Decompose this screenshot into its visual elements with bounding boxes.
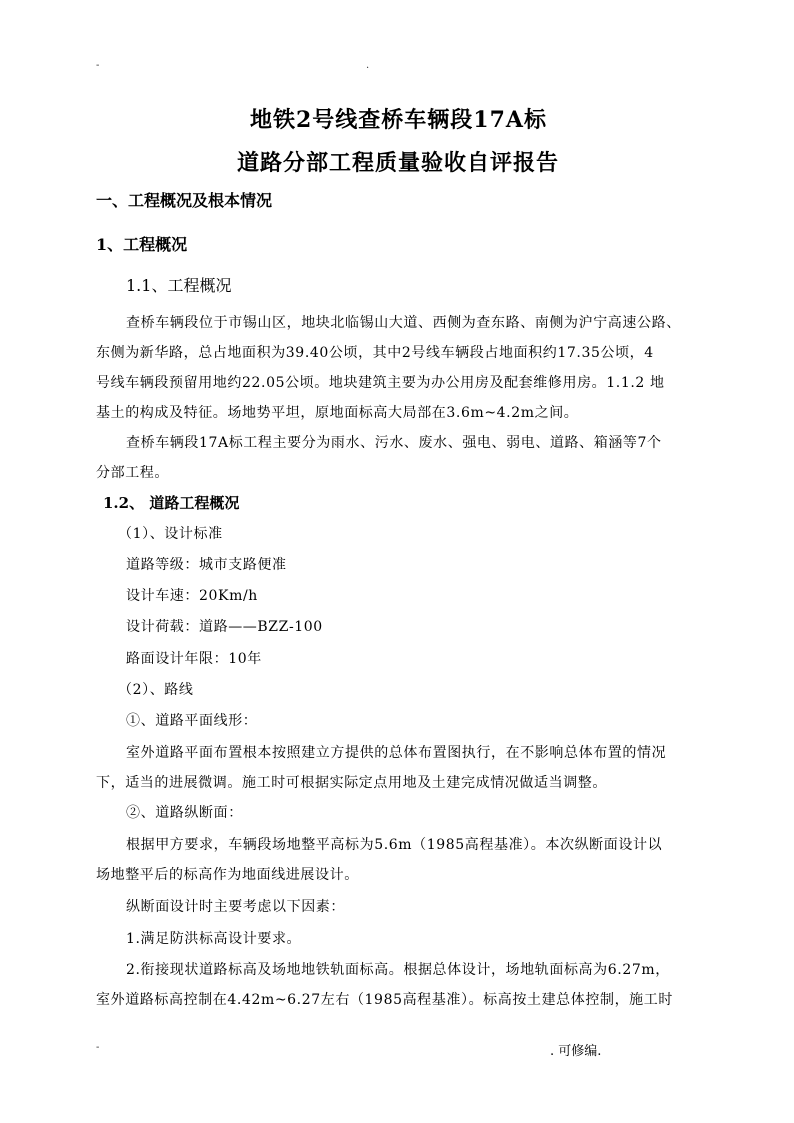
document-title-line1: 地铁2号线查桥车辆段17A标	[250, 107, 547, 133]
design-load: 设计荷载：道路——BZZ-100	[126, 619, 323, 635]
factor-item: 1.满足防洪标高设计要求。	[126, 931, 302, 947]
paragraph-line: 查桥车辆段位于市锡山区，地块北临锡山大道、西侧为查东路、南侧为沪宁高速公路、	[126, 315, 681, 331]
design-standard-heading: （1）、设计标准	[118, 526, 223, 542]
plane-alignment-heading: ①、道路平面线形：	[126, 713, 258, 729]
paragraph-line: 室外道路标高控制在4.42m~6.27左右（1985高程基准）。标高按土建总体控制，施工时	[96, 992, 673, 1008]
document-title-line2: 道路分部工程质量验收自评报告	[237, 150, 560, 176]
paragraph-line: 基土的构成及特征。场地势平坦，原地面标高大局部在3.6m~4.2m之间。	[96, 405, 579, 421]
paragraph-line: 分部工程。	[96, 465, 169, 481]
header-left-mark: -	[96, 60, 100, 71]
header-right-mark: .	[366, 60, 370, 71]
paragraph-line: 根据甲方要求，车辆段场地整平高标为5.6m（1985高程基准）。本次纵断面设计以	[126, 837, 663, 853]
section-heading-overview: 一、工程概况及根本情况	[96, 191, 273, 210]
paragraph-line: 下，适当的进展微调。施工时可根据实际定点用地及土建完成情况做适当调整。	[96, 775, 607, 791]
paragraph-line: 号线车辆段预留用地约22.05公顷。地块建筑主要为办公用房及配套维修用房。1.1.2 地	[96, 375, 665, 391]
paragraph-line: 场地整平后的标高作为地面线进展设计。	[96, 867, 359, 883]
design-speed: 设计车速：20Km/h	[126, 588, 258, 604]
profile-heading: ②、道路纵断面：	[126, 805, 243, 821]
road-grade: 道路等级：城市支路便准	[126, 557, 287, 573]
paragraph-line: 东侧为新华路，总占地面积为39.40公顷，其中2号线车辆段占地面积约17.35公顷，4	[96, 345, 654, 361]
design-life: 路面设计年限：10年	[126, 651, 262, 667]
footer-editable-note: . 可修编.	[550, 1044, 602, 1059]
paragraph-line: 2.衔接现状道路标高及场地地铁轨面标高。根据总体设计，场地轨面标高为6.27m，	[126, 962, 670, 978]
subsection-heading-1-2: 1.2、 道路工程概况	[103, 494, 240, 512]
paragraph-line: 室外道路平面布置根本按照建立方提供的总体布置图执行，在不影响总体布置的情况	[126, 745, 667, 761]
factors-intro: 纵断面设计时主要考虑以下因素：	[126, 899, 345, 915]
subsection-heading-1-1: 1.1、工程概况	[126, 276, 232, 295]
route-heading: （2）、路线	[118, 682, 194, 698]
section-heading-project-overview: 1、工程概况	[96, 235, 188, 254]
footer-left-mark: -	[96, 1042, 100, 1053]
paragraph-line: 查桥车辆段17A标工程主要分为雨水、污水、废水、强电、弱电、道路、箱涵等7个	[126, 435, 662, 451]
